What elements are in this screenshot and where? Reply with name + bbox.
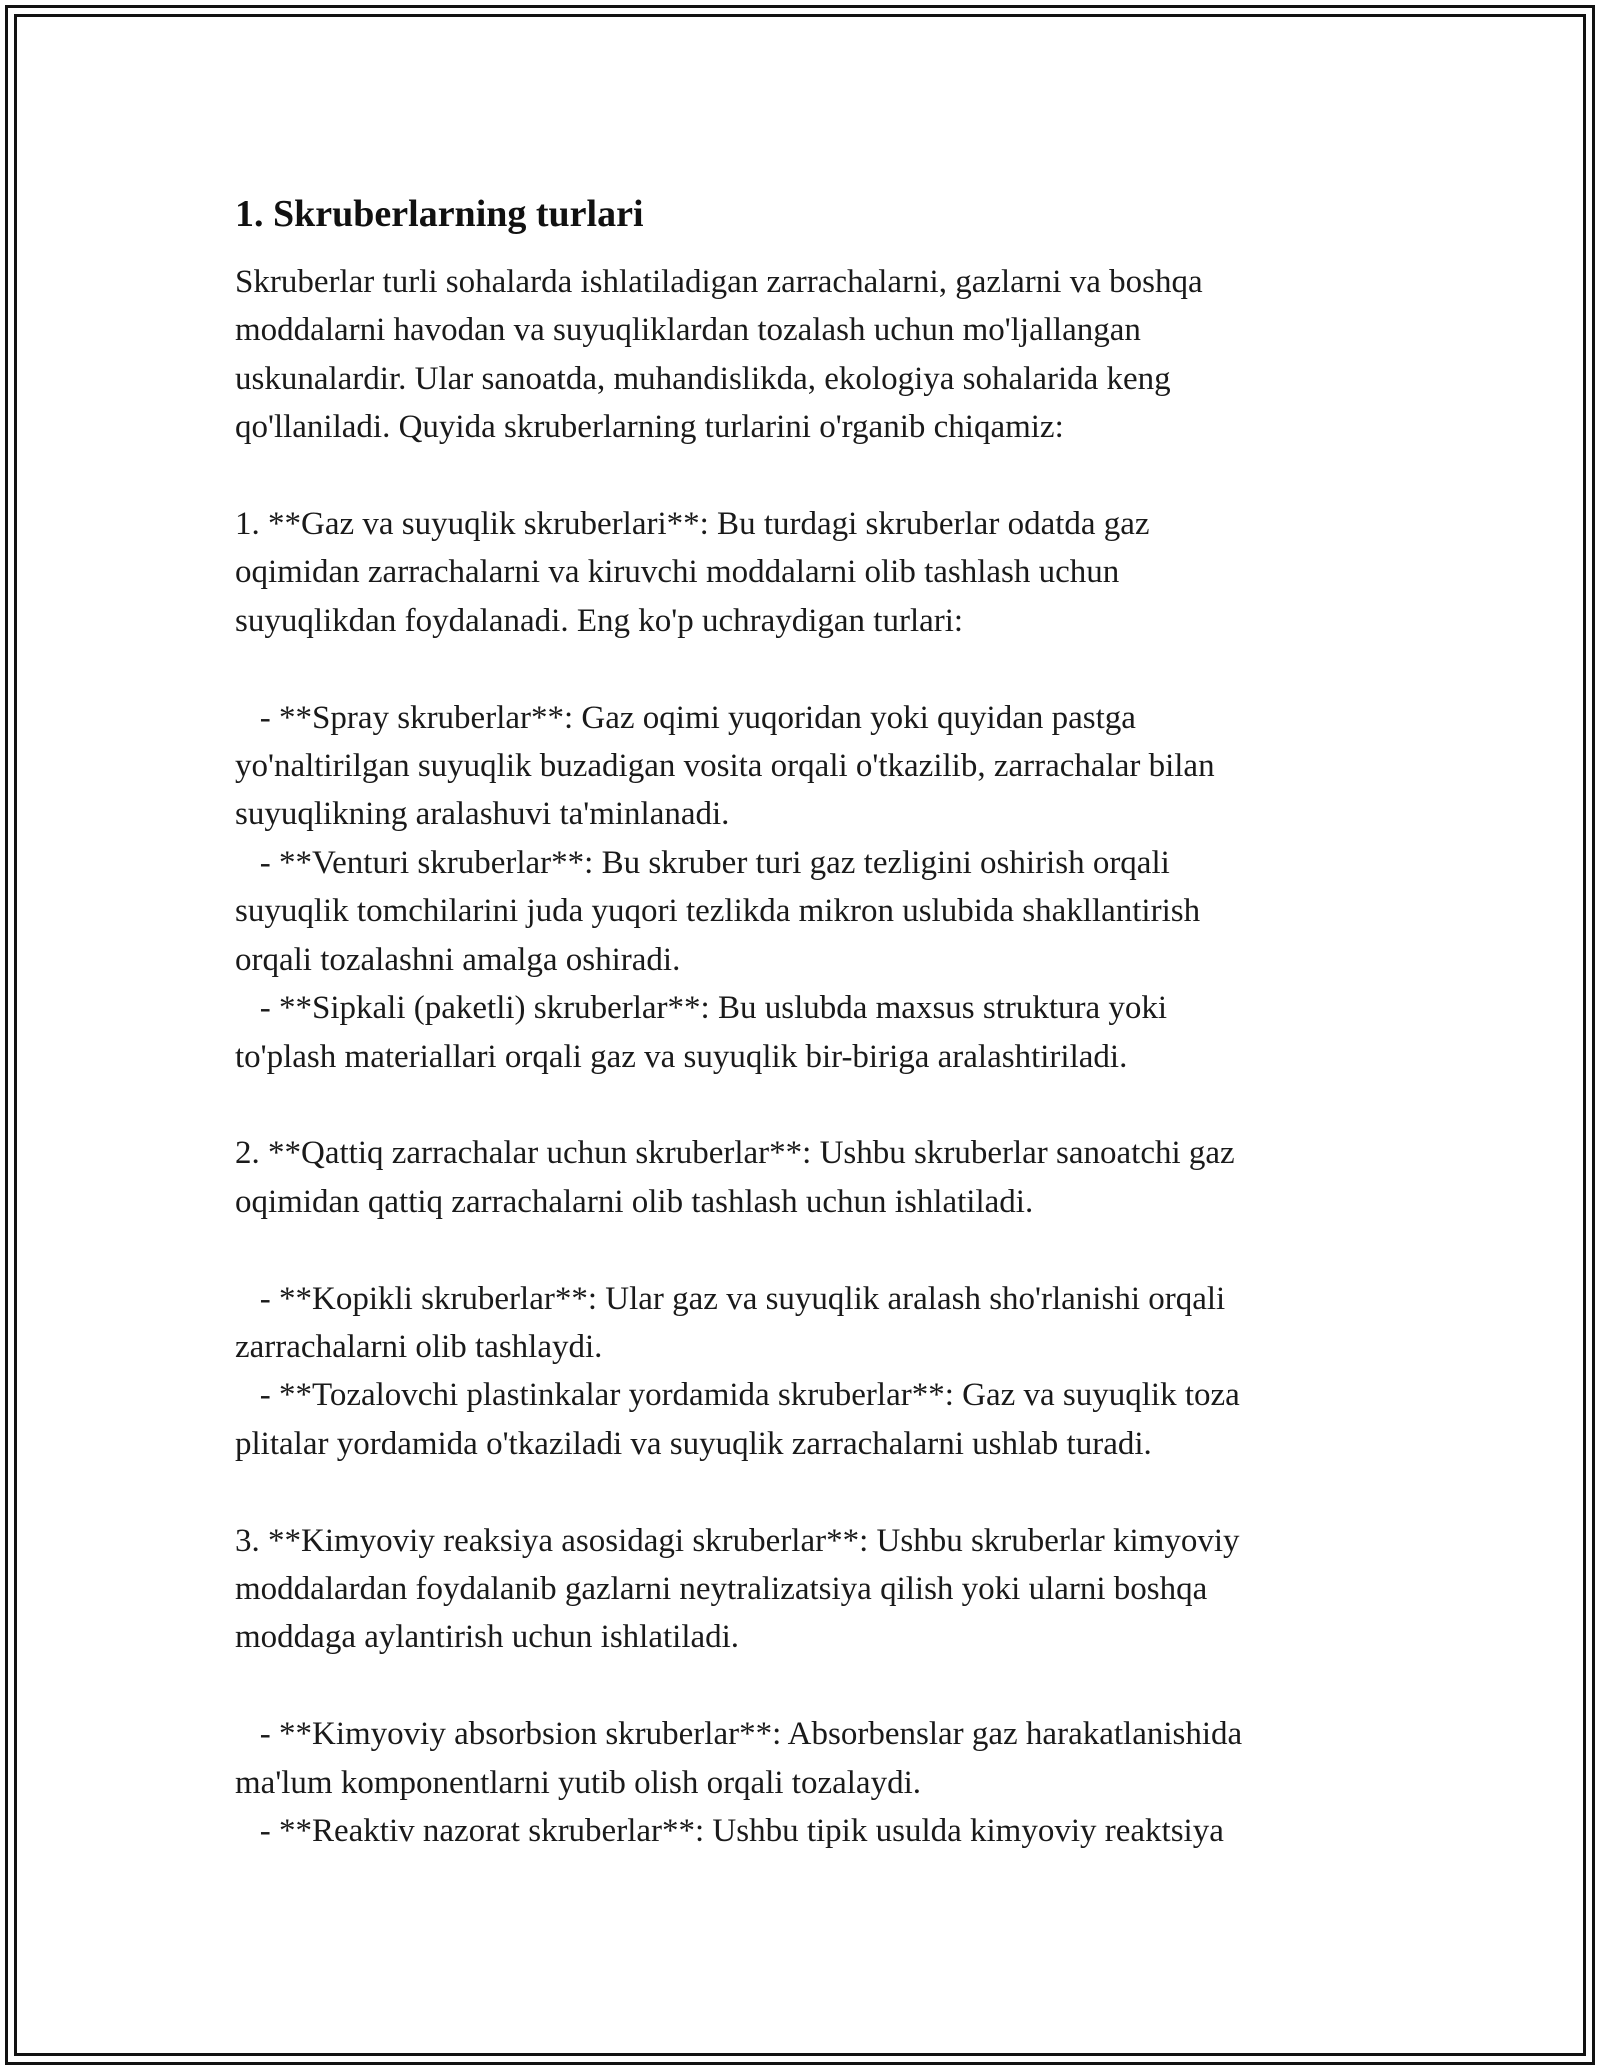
document-heading: 1. Skruberlarning turlari: [235, 193, 644, 235]
document-body-text: Skruberlar turli sohalarda ishlatiladigan zarrachalarni, gazlarni va boshqa moddalarni havodan va suyuqliklardan tozalash uchun mo'ljallangan uskunalardir. Ular sanoatda, muhandislikda, ekologiya sohalarida keng qo'llaniladi. Quyida skruberlarning turlarini o'rganib chiqamiz: 1. **Gaz va suyuqlik skruberlari**: Bu turdagi skruberlar odatda gaz oqimidan zarrachalarni va kiruvchi moddalarni olib tashlash uchun suyuqlikdan foydalanadi. Eng ko'p uchraydigan turlari: - **Spray skruberlar**: Gaz oqimi yuqoridan yoki quyidan pastga yo'naltirilgan suyuqlik buzadigan vosita orqali o'tkazilib, zarrachalar bilan suyuqlikning aralashuvi ta'minlanadi. - **Venturi skruberlar**: Bu skruber turi gaz tezligini oshirish orqali suyuqlik tomchilarini juda yuqori tezlikda mikron uslubida shakllantirish orqali tozalashni amalga oshiradi. - **Sipkali (paketli) skruberlar**: Bu uslubda maxsus struktura yoki to'plash materiallari orqali gaz va suyuqlik bir-biriga aralashtiriladi. 2. **Qattiq zarrachalar uchun skruberlar**: Ushbu skruberlar sanoatchi gaz oqimidan qattiq zarrachalarni olib tashlash uchun ishlatiladi. - **Kopikli skruberlar**: Ular gaz va suyuqlik aralash sho'rlanishi orqali zarrachalarni olib tashlaydi. - **Tozalovchi plastinkalar yordamida skruberlar**: Gaz va suyuqlik toza plitalar yordamida o'tkaziladi va suyuqlik zarrachalarni ushlab turadi. 3. **Kimyoviy reaksiya asosidagi skruberlar**: Ushbu skruberlar kimyoviy moddalardan foydalanib gazlarni neytralizatsiya qilish yoki ularni boshqa moddaga aylantirish uchun ishlatiladi. - **Kimyoviy absorbsion skruberlar**: Absorbenslar gaz harakatlanishida ma'lum komponentlarni yutib olish orqali tozalaydi. - **Reaktiv nazorat skruberlar**: Ushbu tipik usulda kimyoviy reaktsiya: [235, 264, 1243, 1849]
document-content: [235, 188, 1385, 1855]
